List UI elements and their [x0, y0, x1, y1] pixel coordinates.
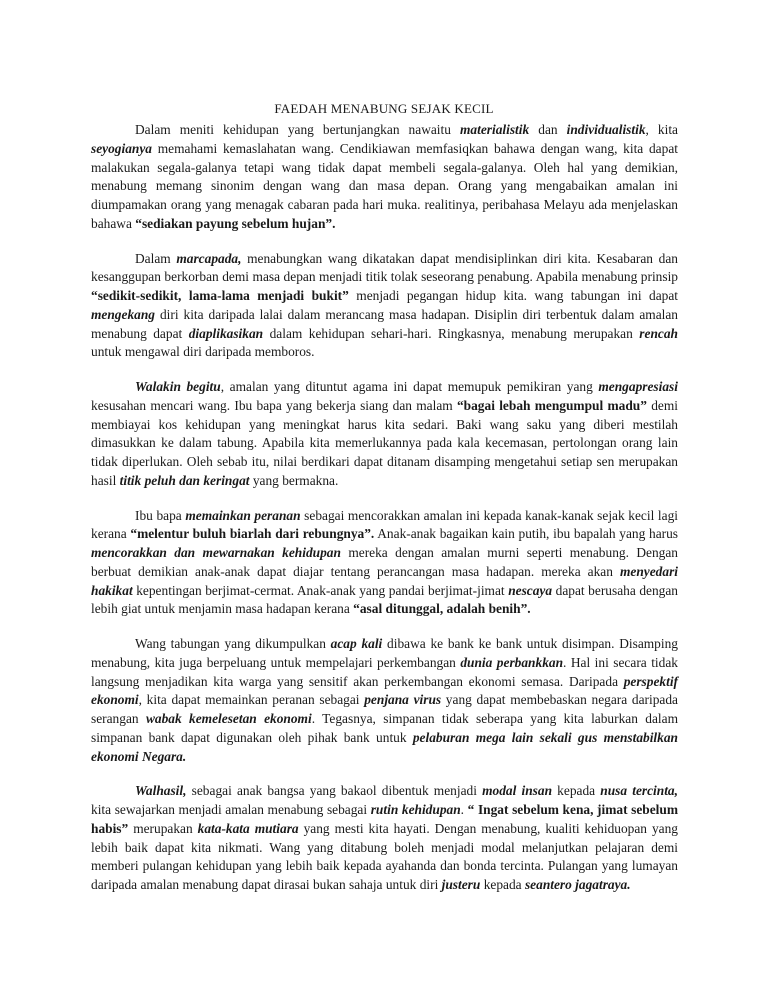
text-run: yang mesti kita hayati. Dengan menabung, kualiti kehiduopan yang lebih baik dapat kita nikmati. Wang yang ditabung boleh menjadi modal melanjutkan pelajaran demi memberi pulangan kehidupan yang lebih baik kepada ayahanda dan bonda tercinta. Pulangan yang lumayan daripada amalan menabung dapat dirasai bukan sahaja untuk diri	[91, 820, 679, 892]
emphasized-phrase: Walakin begitu	[135, 379, 221, 394]
emphasized-phrase: perspektif ekonomi	[91, 673, 678, 708]
quoted-proverb: “bagai lebah mengumpul madu”	[456, 397, 647, 413]
emphasized-phrase: seantero jagatraya.	[524, 877, 631, 892]
text-run: Dalam meniti kehidupan yang bertunjangkan nawaitu	[135, 122, 460, 137]
text-run: yang dapat membebaskan negara daripada serangan	[91, 692, 678, 726]
document-body	[91, 121, 678, 911]
document-title: FAEDAH MENABUNG SEJAK KECIL	[274, 100, 494, 116]
emphasized-phrase: nusa tercinta,	[600, 783, 678, 799]
text-run: , kita	[645, 122, 678, 137]
text-run: . Tegasnya, simpanan tidak seberapa yang kita laburkan dalam simpanan bank dapat digunakan oleh pihak bank untuk	[91, 711, 678, 745]
text-run: menabungkan wang dikatakan dapat mendisiplinkan diri kita. Kesabaran dan kesanggupan berkorban demi masa depan menjadi titik tolak seseorang penabung. Apabila menabung prinsip	[91, 250, 678, 285]
quoted-proverb: “asal ditunggal, adalah benih”.	[353, 601, 531, 617]
paragraph	[91, 250, 678, 363]
paragraph	[91, 378, 678, 491]
text-run: , amalan yang dituntut agama ini dapat memupuk pemikiran yang	[220, 379, 599, 394]
emphasized-phrase: mencorakkan dan mewarnakan kehidupan	[91, 545, 341, 560]
text-run: sebagai mencorakkan amalan ini kepada kanak-kanak sejak kecil lagi kerana	[91, 507, 678, 542]
emphasized-phrase: diaplikasikan	[188, 325, 264, 341]
emphasized-phrase: individualistik	[566, 122, 646, 137]
emphasized-phrase: penjana virus	[364, 692, 442, 708]
quoted-proverb: “melentur buluh biarlah dari rebungnya”.	[130, 526, 375, 542]
text-run: Wang tabungan yang dikumpulkan	[135, 636, 331, 651]
text-run: untuk mengawal diri daripada memboros.	[91, 344, 315, 360]
emphasized-phrase: acap kali	[330, 636, 383, 651]
paragraph	[91, 782, 678, 895]
text-run: sebagai anak bangsa yang bakaol dibentuk menjadi	[186, 783, 483, 799]
emphasized-phrase: modal insan	[482, 783, 553, 799]
emphasized-phrase: rencah	[639, 325, 678, 341]
emphasized-phrase: wabak kemelesetan ekonomi	[145, 711, 312, 726]
emphasized-phrase: mengekang	[91, 306, 155, 322]
quoted-proverb: “sedikit-sedikit, lama-lama menjadi bukit”	[91, 288, 349, 303]
emphasized-phrase: marcapada,	[176, 250, 242, 266]
text-run: Anak-anak bagaikan kain putih, ibu bapalah yang harus	[374, 526, 679, 542]
emphasized-phrase: titik peluh dan keringat	[119, 472, 250, 488]
text-run: Dalam	[135, 250, 177, 266]
text-run: Ibu bapa	[135, 507, 186, 523]
text-run: demi membiayai kos kehidupan yang meningkat harus kita sedari. Baki wang saku yang diberi mestilah dimasukkan ke dalam tabung. Apabila kita memerlukannya pada kala kecemasan, pertolongan orang lain tidak diperlukan. Oleh sebab itu, nilai berdikari dapat ditanam disamping mengetahui setiap sen merupakan hasil	[91, 397, 678, 488]
text-run: dalam kehidupan sehari-hari. Ringkasnya, menabung merupakan	[263, 325, 640, 341]
emphasized-phrase: justeru	[441, 877, 481, 892]
text-run: kepentingan berjimat-cermat. Anak-anak yang pandai berjimat-jimat	[132, 582, 509, 598]
emphasized-phrase: mengapresiasi	[598, 379, 678, 394]
text-run: kita sewajarkan menjadi amalan menabung sebagai	[91, 802, 371, 817]
emphasized-phrase: pelaburan mega lain sekali gus menstabilkan ekonomi Negara.	[91, 729, 678, 764]
emphasized-phrase: Walhasil,	[135, 783, 187, 799]
text-run: menjadi pegangan hidup kita. wang tabungan ini dapat	[348, 288, 678, 303]
text-run: dapat berusaha dengan lebih giat untuk menjamin masa hadapan kerana	[91, 582, 678, 617]
emphasized-phrase: rutin kehidupan	[370, 802, 461, 817]
quoted-proverb: “ Ingat sebelum kena, jimat sebelum habis”	[91, 802, 679, 836]
text-run: , kita dapat memainkan peranan sebagai	[138, 692, 365, 708]
text-run: mereka dengan amalan murni seperti menabung. Dengan berbuat demikian anak-anak dapat diajar tentang perancangan masa hadapan. mereka akan	[91, 545, 678, 579]
paragraph	[91, 635, 678, 766]
text-run: kesusahan mencari wang. Ibu bapa yang bekerja siang dan malam	[91, 397, 457, 413]
emphasized-phrase: seyogianya	[91, 140, 152, 156]
text-run: . Hal ini secara tidak langsung menjadikan kita warga yang sensitif akan perkembangan ekonomi semasa. Daripada	[91, 654, 678, 689]
text-run: merupakan	[128, 820, 198, 836]
paragraph	[91, 121, 678, 234]
paragraph	[91, 507, 678, 620]
text-run: dan	[529, 122, 567, 137]
emphasized-phrase: memainkan peranan	[185, 507, 301, 523]
text-run: diri kita daripada lalai dalam merancang masa hadapan. Disiplin diri terbentuk dalam amalan menabung dapat	[91, 306, 678, 341]
emphasized-phrase: dunia perbankkan	[460, 654, 564, 670]
text-run: memahami kemaslahatan wang. Cendikiawan memfasiqkan bahawa dengan wang, kita dapat malakukan segala-galanya tetapi wang tidak dapat membeli segala-galanya. Oleh hal yang demikian, menabung memang sinonim dengan wang dan masa depan. Orang yang mengabaikan amalan ini diumpamakan orang yang menagak cabaran pada hari muka. realitinya, peribahasa Melayu ada menjelaskan bahawa	[91, 140, 678, 231]
emphasized-phrase: menyedari hakikat	[91, 563, 678, 598]
text-run: yang bermakna.	[249, 472, 339, 488]
emphasized-phrase: kata-kata mutiara	[197, 820, 299, 836]
text-run: kepada	[480, 877, 525, 892]
text-run: .	[460, 802, 468, 817]
emphasized-phrase: nescaya	[508, 582, 553, 598]
text-run: dibawa ke bank ke bank untuk disimpan. Disamping menabung, kita juga berpeluang untuk mempelajari perkembangan	[91, 636, 678, 670]
text-run: kepada	[552, 783, 601, 799]
emphasized-phrase: materialistik	[460, 122, 530, 137]
quoted-proverb: “sediakan payung sebelum hujan”.	[135, 215, 336, 231]
